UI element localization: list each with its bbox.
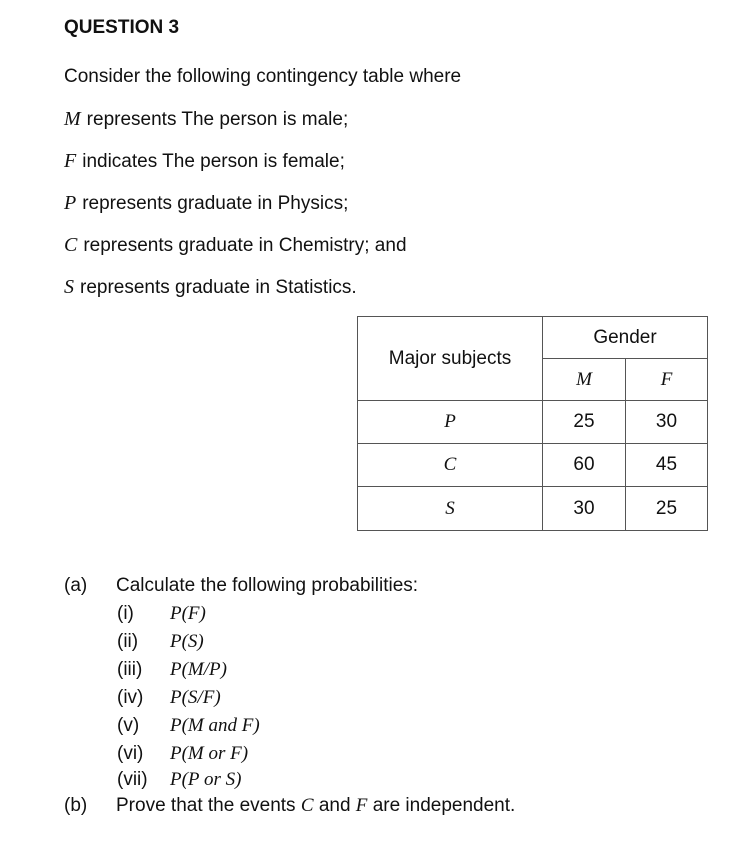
item-number: (iii)	[117, 659, 143, 680]
probability-expression: P(P or S)	[170, 769, 242, 790]
probability-expression: P(S)	[170, 631, 204, 652]
count-m-cell: 60	[543, 444, 626, 487]
subject-cell	[358, 487, 543, 531]
gender-header-label: Gender	[593, 326, 657, 348]
count-m-cell: 25	[543, 401, 626, 444]
definition-c	[64, 234, 407, 257]
subject-label: S	[445, 497, 455, 519]
subject-cell	[358, 444, 543, 487]
row-header-cell	[358, 317, 543, 401]
definition-text: represents graduate in Chemistry; and	[83, 235, 407, 256]
definition-p	[64, 192, 348, 215]
count-f-cell: 45	[626, 444, 708, 487]
probability-expression: P(F)	[170, 603, 206, 624]
definition-symbol: C	[64, 234, 78, 256]
col-header-f	[626, 359, 708, 401]
definition-symbol: P	[64, 192, 77, 214]
subject-label: C	[443, 454, 457, 475]
col-header-f-label: F	[660, 368, 673, 390]
item-number: (i)	[117, 603, 134, 624]
part-b-label: (b)	[64, 795, 88, 816]
count-m-cell: 30	[543, 487, 626, 531]
count-f-cell: 25	[626, 487, 708, 531]
col-header-m-label: M	[576, 368, 592, 390]
definition-m	[64, 108, 348, 131]
definition-text: represents The person is male;	[86, 109, 349, 130]
intro-text: Consider the following contingency table where	[64, 66, 462, 87]
item-number: (iv)	[117, 687, 144, 708]
definition-text: indicates The person is female;	[82, 151, 345, 172]
part-b-and: and	[318, 795, 351, 816]
definition-s	[64, 276, 357, 299]
col-header-m	[543, 359, 626, 401]
probability-expression: P(M or F)	[170, 743, 249, 764]
item-number: (ii)	[117, 631, 139, 652]
table-row	[358, 487, 708, 531]
part-b-text-after: are independent.	[372, 795, 516, 816]
part-a-text: Calculate the following probabilities:	[116, 575, 419, 596]
definition-text: represents graduate in Statistics.	[80, 277, 357, 298]
item-number: (v)	[117, 715, 140, 736]
part-b-text	[116, 795, 515, 817]
row-header-label: Major subjects	[388, 347, 512, 369]
table-row	[358, 444, 708, 487]
count-f-cell: 30	[626, 401, 708, 444]
item-number: (vi)	[117, 743, 144, 764]
definition-symbol: M	[64, 108, 81, 130]
part-b-symbol-c: C	[300, 795, 314, 816]
probability-expression: P(M/P)	[170, 659, 227, 680]
part-b-text-before: Prove that the events	[116, 795, 296, 816]
gender-header-cell	[543, 317, 708, 359]
definition-symbol: S	[64, 276, 74, 298]
part-a-label: (a)	[64, 575, 88, 596]
part-b-symbol-f: F	[355, 795, 368, 816]
question-title: QUESTION 3	[64, 17, 180, 38]
definition-f	[64, 150, 345, 173]
probability-expression: P(M and F)	[170, 715, 260, 736]
subject-label: P	[444, 411, 456, 432]
probability-expression: P(S/F)	[170, 687, 221, 708]
subject-cell	[358, 401, 543, 444]
definition-text: represents graduate in Physics;	[82, 193, 349, 214]
contingency-table	[357, 316, 708, 531]
item-number: (vii)	[117, 769, 148, 790]
table-row	[358, 401, 708, 444]
definition-symbol: F	[64, 150, 77, 172]
